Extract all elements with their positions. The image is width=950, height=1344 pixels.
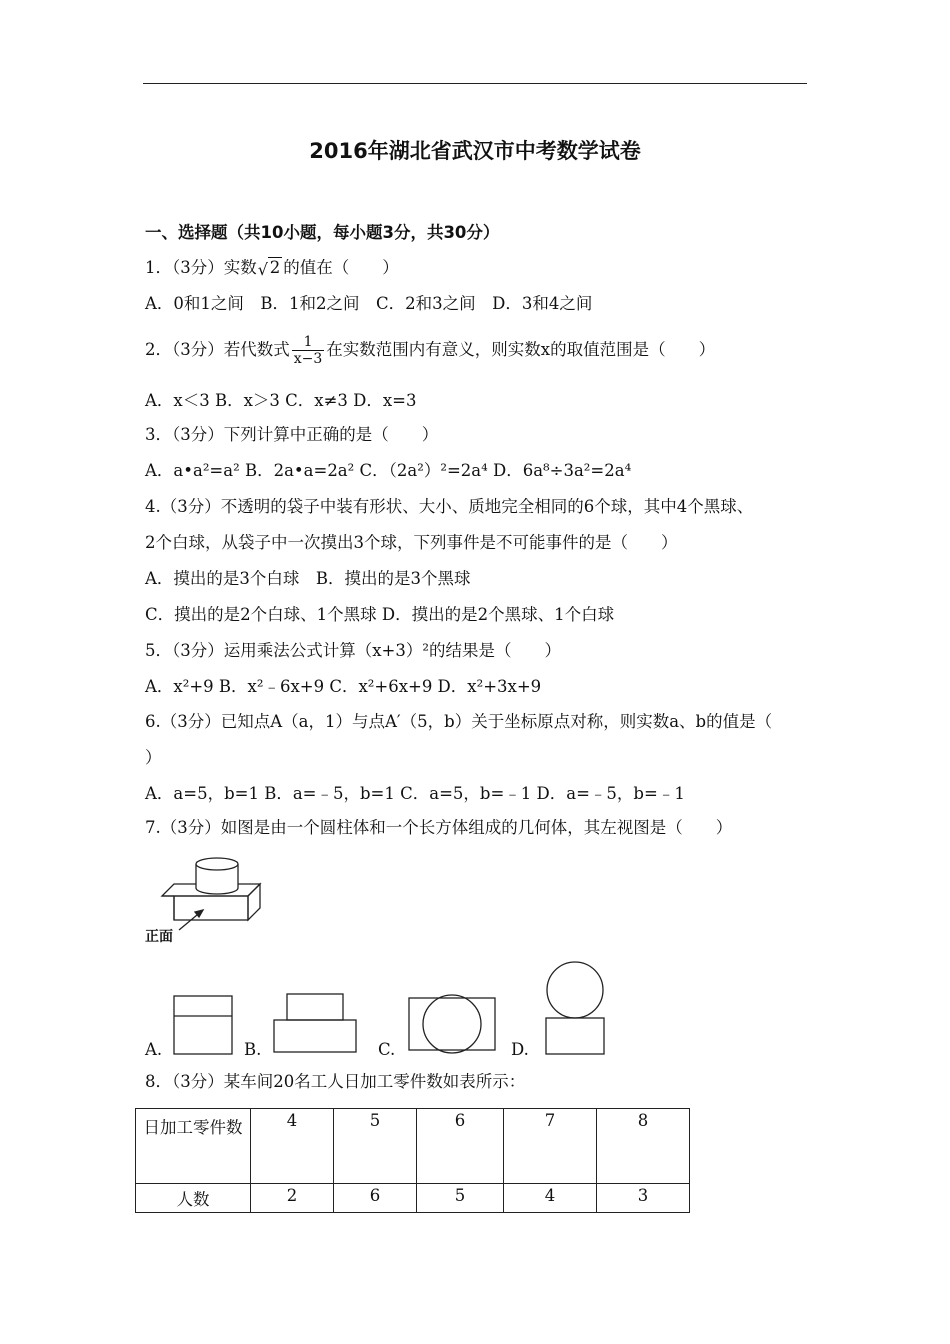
table-row [136,1184,690,1213]
page-title: 2016年湖北省武汉市中考数学试卷 [309,139,641,163]
question-4-stem-line1: 4.（3分）不透明的袋子中装有形状、大小、质地完全相同的6个球，其中4个黑球、 [145,497,754,516]
option-d-label: D. [511,1040,529,1059]
table-cell: 2 [251,1184,334,1213]
option-b-figure [270,992,358,1054]
table-cell: 4 [251,1109,334,1184]
q2-text-after: 在实数范围内有意义，则实数x的取值范围是（ ） [326,340,716,359]
option-d-figure [542,960,608,1056]
sqrt-expression: √ 2 [257,258,281,279]
table-cell: 6 [334,1184,417,1213]
table-row-header: 人数 [136,1184,251,1213]
option-c-figure [405,994,497,1056]
fraction-expression [292,334,325,367]
q1-text-before: 1．（3分）实数 [145,258,257,277]
option-a-label: A. [145,1040,163,1059]
table-cell: 8 [597,1109,690,1184]
top-rule [143,83,807,84]
question-3-options: A．a•a²=a² B．2a•a=2a² C．（2a²）²=2a⁴ D．6a⁸÷3a²=2a⁴ [145,461,632,480]
question-2-options: A．x＜3 B．x＞3 C．x≠3 D．x=3 [145,391,417,410]
option-b-label: B. [244,1040,262,1059]
table-cell: 3 [597,1184,690,1213]
data-table [135,1108,690,1213]
q2-text-before: 2．（3分）若代数式 [145,340,290,359]
fraction-denominator: x−3 [293,351,323,367]
question-4-options-line2: C．摸出的是2个白球、1个黑球 D．摸出的是2个黑球、1个白球 [145,605,615,624]
section-heading: 一、选择题（共10小题，每小题3分，共30分） [145,223,500,242]
table-cell: 4 [504,1184,597,1213]
box-front-face [174,896,248,920]
question-6-stem-line1: 6.（3分）已知点A（a，1）与点A′（5，b）关于坐标原点对称，则实数a、b的值是（ [145,712,773,731]
q1-text-after: 的值在（ ） [283,258,399,277]
table-row-header: 日加工零件数 [136,1109,251,1184]
question-7-stem: 7.（3分）如图是由一个圆柱体和一个长方体组成的几何体，其左视图是（ ） [145,818,733,837]
question-8-stem: 8．（3分）某车间20名工人日加工零件数如表所示： [145,1072,526,1091]
front-view-label: 正面 [145,929,173,945]
question-4-stem-line2: 2个白球，从袋子中一次摸出3个球，下列事件是不可能事件的是（ ） [145,533,678,552]
option-c-label: C. [378,1040,396,1059]
question-6-options: A．a=5，b=1 B．a=﹣5，b=1 C．a=5，b=﹣1 D．a=﹣5，b=﹣1 [145,784,685,803]
question-2-stem [145,334,715,367]
sqrt-radicand: 2 [269,258,281,277]
cylinder-top [196,858,238,870]
question-4-options-line1: A．摸出的是3个白球 B．摸出的是3个黑球 [145,569,471,588]
question-3-stem: 3．（3分）下列计算中正确的是（ ） [145,425,439,444]
question-1-stem [145,257,399,279]
question-6-stem-line2: ） [145,748,162,767]
table-cell: 5 [417,1184,504,1213]
fraction-numerator: 1 [292,334,325,351]
box-right-face [248,884,260,920]
table-cell: 6 [417,1109,504,1184]
question-5-stem: 5．（3分）运用乘法公式计算（x+3）²的结果是（ ） [145,641,561,660]
table-row [136,1109,690,1184]
question-5-options: A．x²+9 B．x²﹣6x+9 C．x²+6x+9 D．x²+3x+9 [145,677,542,696]
table-cell: 7 [504,1109,597,1184]
option-a-figure [172,994,234,1056]
question-1-options: A．0和1之间 B．1和2之间 C．2和3之间 D．3和4之间 [145,294,593,313]
table-cell: 5 [334,1109,417,1184]
